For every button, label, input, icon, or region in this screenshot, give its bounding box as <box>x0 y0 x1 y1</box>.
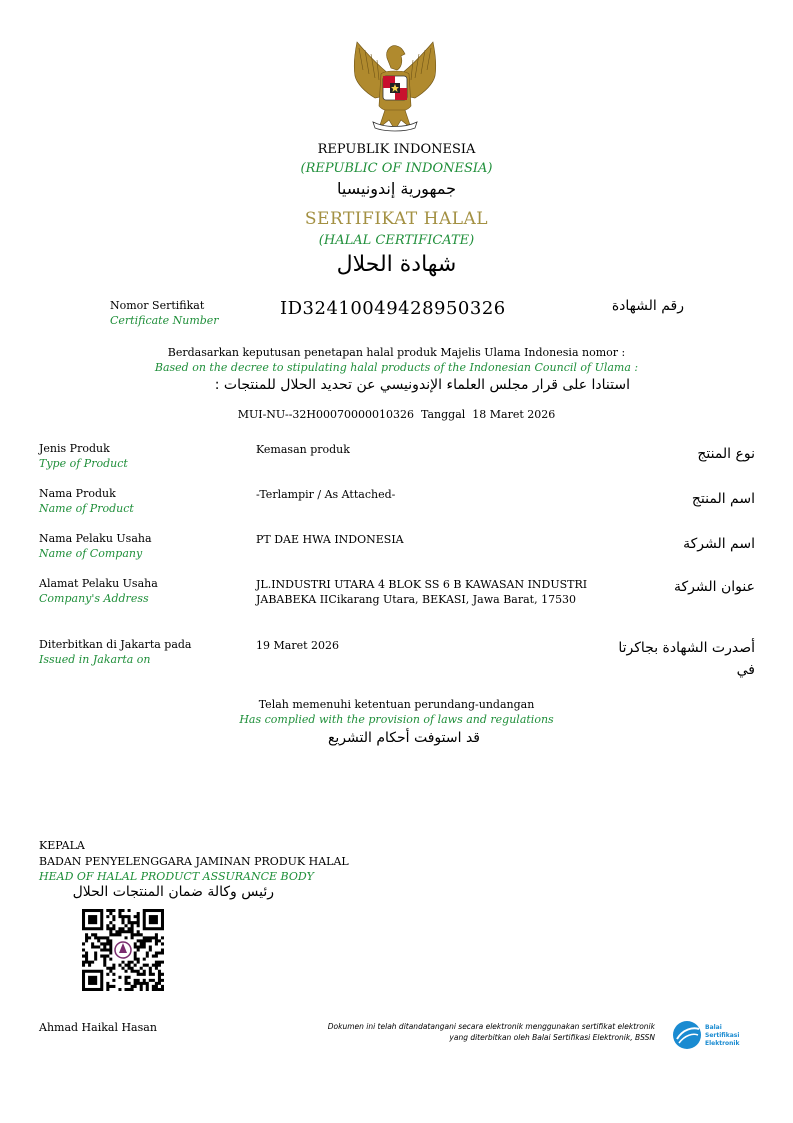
company-name-label-en: Name of Company <box>39 547 143 560</box>
product-type-label-ar: نوع المنتج <box>697 446 755 462</box>
authority-title: KEPALA <box>39 839 85 852</box>
company-name-label: Nama Pelaku Usaha <box>39 532 152 545</box>
bsre-logo-line-3: Elektronik <box>705 1040 740 1047</box>
country-name-ar: جمهورية إندونيسيا <box>337 179 456 198</box>
certificate-number-label: Nomor Sertifikat <box>110 299 205 312</box>
decree-reference: MUI-NU--32H00070000010326 Tanggal 18 Maret 2026 <box>237 408 556 421</box>
issue-date-value: 19 Maret 2026 <box>256 639 339 652</box>
decree-text-en: Based on the decree to stipulating halal products of the Indonesian Council of Ulama : <box>154 361 639 374</box>
product-name-label: Nama Produk <box>39 487 116 500</box>
qr-code-icon <box>82 909 164 991</box>
garuda-emblem-icon <box>345 36 445 136</box>
bsre-logo-line-1: Balai <box>705 1024 722 1031</box>
company-address-label-ar: عنوان الشركة <box>674 579 755 595</box>
certificate-title-en: (HALAL CERTIFICATE) <box>318 233 475 248</box>
compliance-text: Telah memenuhi ketentuan perundang-undangan <box>258 698 535 711</box>
authority-agency-ar: رئيس وكالة ضمان المنتجات الحلال <box>72 884 274 900</box>
note-line-1: Dokumen ini telah ditandatangani secara elektronik menggunakan sertifikat elektronik <box>327 1022 655 1031</box>
company-name-value: PT DAE HWA INDONESIA <box>256 533 404 546</box>
certificate-number-label-ar: رقم الشهادة <box>611 298 684 314</box>
product-type-label-en: Type of Product <box>39 457 128 470</box>
country-name: REPUBLIK INDONESIA <box>317 142 476 157</box>
company-address-value: JL.INDUSTRI UTARA 4 BLOK SS 6 B KAWASAN INDUSTRI JABABEKA IICikarang Utara, BEKASI, Jawa Barat, 17530 <box>256 578 588 606</box>
bsre-logo-icon <box>671 1019 759 1051</box>
compliance-text-ar: قد استوفت أحكام التشريع <box>327 730 480 746</box>
authority-agency: BADAN PENYELENGGARA JAMINAN PRODUK HALAL <box>39 855 349 868</box>
certificate-number: ID32410049428950326 <box>280 298 506 319</box>
issue-date-label-en: Issued in Jakarta on <box>39 653 151 666</box>
product-type-label: Jenis Produk <box>39 442 110 455</box>
certificate-number-label-en: Certificate Number <box>110 314 219 327</box>
issue-date-label-ar: أصدرت الشهادة بجاكرتا في <box>618 640 755 678</box>
product-name-label-en: Name of Product <box>39 502 134 515</box>
certificate-title-ar: شهادة الحلال <box>336 252 457 277</box>
note-line-2: yang diterbitkan oleh Balai Sertifikasi Elektronik, BSSN <box>449 1033 655 1042</box>
company-address-label: Alamat Pelaku Usaha <box>39 577 158 590</box>
signer-name: Ahmad Haikal Hasan <box>39 1021 157 1034</box>
product-name-value: -Terlampir / As Attached- <box>256 488 396 501</box>
authority-agency-en: HEAD OF HALAL PRODUCT ASSURANCE BODY <box>39 870 314 883</box>
compliance-text-en: Has complied with the provision of laws and regulations <box>239 713 554 726</box>
decree-text-ar: استنادا على قرار مجلس العلماء الإندونيسي عن تحديد الحلال للمنتجات : <box>214 377 630 393</box>
company-name-label-ar: اسم الشركة <box>683 536 755 552</box>
issue-date-label: Diterbitkan di Jakarta pada <box>39 638 192 651</box>
country-name-en: (REPUBLIC OF INDONESIA) <box>300 161 493 176</box>
certificate-title: SERTIFIKAT HALAL <box>304 209 489 229</box>
company-address-label-en: Company's Address <box>39 592 149 605</box>
product-type-value: Kemasan produk <box>256 443 350 456</box>
bsre-logo-line-2: Sertifikasi <box>705 1032 740 1039</box>
product-name-label-ar: اسم المنتج <box>691 491 755 507</box>
decree-text: Berdasarkan keputusan penetapan halal produk Majelis Ulama Indonesia nomor : <box>167 346 626 359</box>
electronic-signature-note <box>240 1021 655 1043</box>
